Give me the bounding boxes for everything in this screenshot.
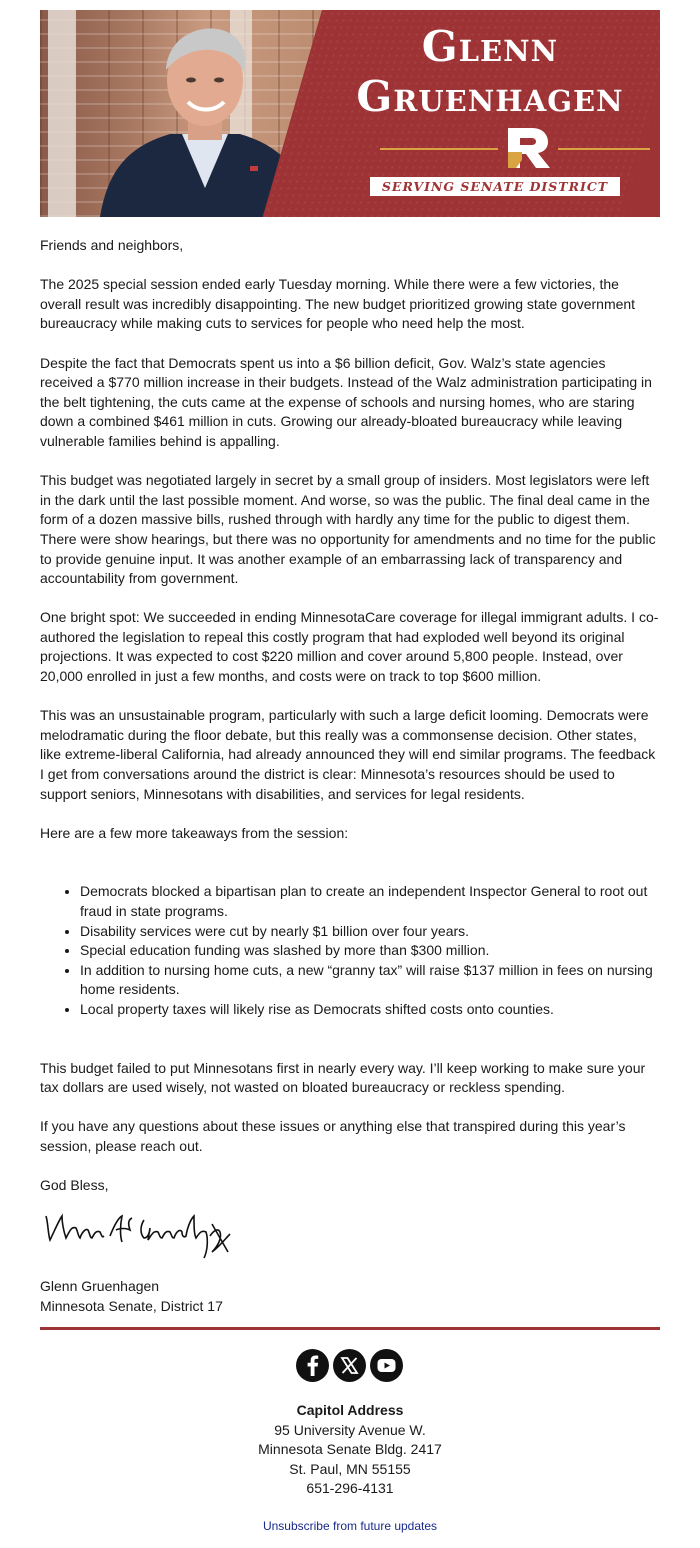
address-heading: Capitol Address <box>296 1402 404 1418</box>
footer-address <box>0 1401 700 1499</box>
banner-name-line2: Gruenhagen <box>356 72 624 121</box>
list-item: • Special education funding was slashed by more than $300 million. <box>80 941 660 961</box>
signature-image <box>40 1202 240 1268</box>
paragraph-2: Despite the fact that Democrats spent us into a $6 billion deficit, Gov. Walz’s state agencies received a $770 million increase in their budgets. Instead of the Walz administration participating in the belt tightening, the cuts came at the expense of schools and nursing homes, who are staring down a combined $461 million in cuts. Growing our already-bloated bureaucracy while leaving vulnerable families behind is appalling. <box>40 354 652 449</box>
banner-rule-left <box>380 148 498 150</box>
list-item: • In addition to nursing home cuts, a new “granny tax” will raise $137 million in fees on nursing home residents. <box>80 961 660 1000</box>
facebook-icon[interactable] <box>296 1349 329 1382</box>
paragraph-3: This budget was negotiated largely in secret by a small group of insiders. Most legislators were left in the dark until the last possible moment. And worse, so was the public. The final deal came in the form of a dozen massive bills, rushed through with hardly any time for the public to digest them. There were show hearings, but there was no opportunity for amendments and no time for the public to provide genuine input. It was another example of an embarrassing lack of transparency and accountability from government. <box>40 472 656 587</box>
paragraph-6: Here are a few more takeaways from the session: <box>40 824 349 841</box>
signer-block <box>40 1277 223 1316</box>
address-line-1: 95 University Avenue W. <box>274 1421 426 1438</box>
list-item: • Local property taxes will likely rise as Democrats shifted costs onto counties. <box>80 1000 660 1020</box>
address-line-3: St. Paul, MN 55155 <box>289 1460 411 1477</box>
x-icon[interactable] <box>333 1349 366 1382</box>
paragraph-4: One bright spot: We succeeded in ending MinnesotaCare coverage for illegal immigrant adults. I co-authored the legislation to repeal this costly program that had exploded well beyond its original projections. It was expected to cost $220 million and cover around 5,800 people. Instead, over 20,000 enrolled in just a few months, and costs were on track to top $600 million. <box>40 609 659 685</box>
unsubscribe-link[interactable]: Unsubscribe from future updates <box>262 1519 438 1533</box>
closing-paragraph-2: If you have any questions about these issues or anything else that transpired during this year’s session, please reach out. <box>40 1118 626 1154</box>
paragraph-5: This was an unsustainable program, particularly with such a large deficit looming. Democrats were melodramatic during the floor debate, but this really was a commonsense decision. Other states, like extreme-liberal California, had already announced they will end similar programs. The feedback I get from conversations around the district is clear: Minnesota’s resources should be used to support seniors, Minnesotans with disabilities, and services for legal residents. <box>40 707 656 802</box>
paragraph-1: The 2025 special session ended early Tuesday morning. While there were a few victories, the overall result was incredibly disappointing. The new budget prioritized growing state government bureaucracy while making cuts to services for people who need help the most. <box>40 276 636 332</box>
address-line-2: Minnesota Senate Bldg. 2417 <box>258 1441 442 1458</box>
banner-rule-right <box>558 148 650 150</box>
signer-name: Glenn Gruenhagen <box>40 1278 160 1294</box>
banner-tagline: SERVING SENATE DISTRICT 17 <box>370 177 620 196</box>
closing-paragraph-1: This budget failed to put Minnesotans first in nearly every way. I’ll keep working to make sure your tax dollars are used wisely, not wasted on bloated bureaucracy or reckless spending. <box>40 1059 646 1096</box>
youtube-icon[interactable] <box>370 1349 403 1382</box>
letter-body <box>40 236 660 1215</box>
takeaways-list <box>40 882 660 1019</box>
social-links <box>296 1349 406 1383</box>
republican-logo-icon <box>502 126 554 170</box>
greeting: Friends and neighbors, <box>40 237 184 253</box>
banner-name-line1: Glenn <box>421 22 559 71</box>
list-item: • Disability services were cut by nearly $1 billion over four years. <box>80 922 660 942</box>
list-item: • Democrats blocked a bipartisan plan to create an independent Inspector General to root out fraud in state programs. <box>80 882 660 921</box>
header-banner <box>40 10 660 217</box>
valediction: God Bless, <box>40 1177 109 1194</box>
phone-number: 651-296-4131 <box>306 1480 394 1497</box>
footer-divider <box>40 1327 660 1330</box>
unsubscribe-area <box>0 1519 700 1533</box>
signer-title: Minnesota Senate, District 17 <box>40 1297 223 1314</box>
